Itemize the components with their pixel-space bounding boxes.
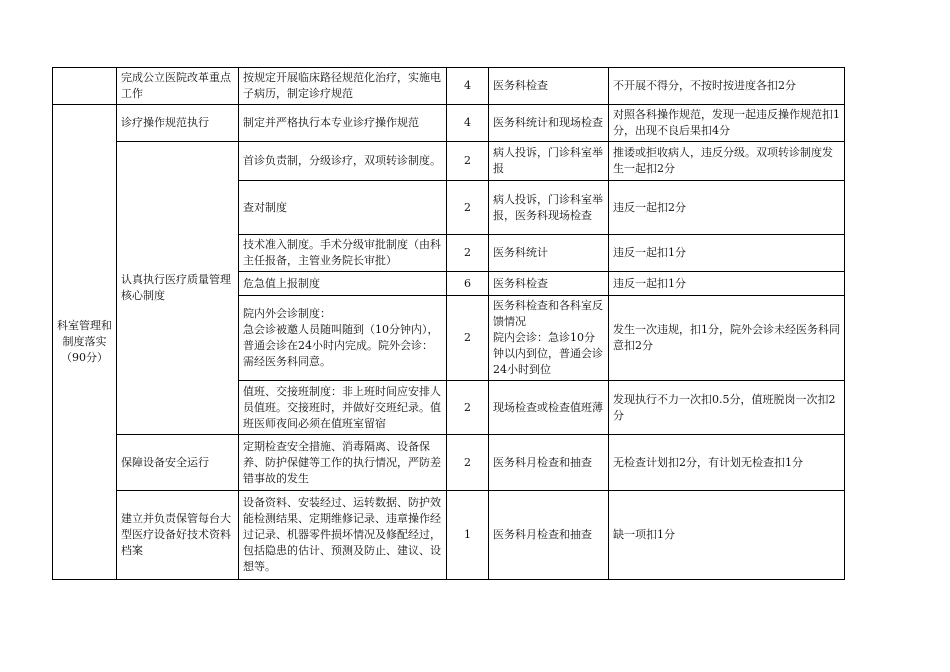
method-cell: 病人投诉，门诊科室举报，医务科现场检查 — [489, 181, 609, 235]
score-cell: 1 — [447, 491, 489, 580]
deduction-cell: 推诿或拒收病人，违反分级。双项转诊制度发生一起扣2分 — [609, 142, 845, 181]
score-cell: 2 — [447, 381, 489, 435]
standard-cell: 制定并严格执行本专业诊疗操作规范 — [239, 105, 447, 142]
method-cell: 医务科检查 — [489, 68, 609, 105]
standard-cell: 定期检查安全措施、消毒隔离、设备保养、防护保健等工作的执行情况，严防差错事故的发生 — [239, 435, 447, 491]
score-cell: 2 — [447, 435, 489, 491]
table-row — [53, 435, 845, 491]
item-cell: 诊疗操作规范执行 — [117, 105, 239, 142]
deduction-cell: 对照各科操作规范，发现一起违反操作规范扣1分，出现不良后果扣4分 — [609, 105, 845, 142]
item-cell: 完成公立医院改革重点工作 — [117, 68, 239, 105]
standard-cell: 查对制度 — [239, 181, 447, 235]
standard-cell: 技术准入制度。手术分级审批制度（由科主任报备，主管业务院长审批） — [239, 235, 447, 272]
category-cell-prev — [53, 68, 117, 105]
deduction-cell: 发现执行不力一次扣0.5分，值班脱岗一次扣2分 — [609, 381, 845, 435]
item-cell: 建立并负责保管每台大型医疗设备好技术资料档案 — [117, 491, 239, 580]
standard-cell: 设备资料、安装经过、运转数据、防护效能检测结果、定期维修记录、违章操作经过记录、机器零件损坏情况及修配经过，包括隐患的估计、预测及防止、建议、设想等。 — [239, 491, 447, 580]
deduction-cell: 违反一起扣1分 — [609, 235, 845, 272]
deduction-cell: 无检查计划扣2分，有计划无检查扣1分 — [609, 435, 845, 491]
table-row — [53, 68, 845, 105]
table-row — [53, 491, 845, 580]
method-cell: 病人投诉，门诊科室举报 — [489, 142, 609, 181]
assessment-table — [52, 67, 845, 580]
deduction-cell: 违反一起扣1分 — [609, 272, 845, 296]
standard-cell: 危急值上报制度 — [239, 272, 447, 296]
method-cell: 医务科月检查和抽查 — [489, 491, 609, 580]
method-cell: 现场检查或检查值班薄 — [489, 381, 609, 435]
standard-cell: 按规定开展临床路径规范化治疗，实施电子病历，制定诊疗规范 — [239, 68, 447, 105]
standard-cell: 院内外会诊制度： 急会诊被邀人员随叫随到（10分钟内），普通会诊在24小时内完成。院外会诊：需经医务科同意。 — [239, 296, 447, 381]
table-row — [53, 105, 845, 142]
standard-cell: 首诊负责制，分级诊疗，双项转诊制度。 — [239, 142, 447, 181]
score-cell: 2 — [447, 181, 489, 235]
item-cell: 保障设备安全运行 — [117, 435, 239, 491]
method-cell: 医务科月检查和抽查 — [489, 435, 609, 491]
table-row — [53, 142, 845, 181]
method-cell: 医务科统计和现场检查 — [489, 105, 609, 142]
method-cell: 医务科检查和各科室反馈情况 院内会诊：急诊10分钟以内到位，普通会诊24小时到位 — [489, 296, 609, 381]
score-cell: 2 — [447, 235, 489, 272]
method-cell: 医务科统计 — [489, 235, 609, 272]
deduction-cell: 缺一项扣1分 — [609, 491, 845, 580]
item-cell-core-system: 认真执行医疗质量管理核心制度 — [117, 142, 239, 435]
score-cell: 4 — [447, 68, 489, 105]
deduction-cell: 不开展不得分，不按时按进度各扣2分 — [609, 68, 845, 105]
method-cell: 医务科检查 — [489, 272, 609, 296]
deduction-cell: 发生一次违规，扣1分，院外会诊未经医务科同意扣2分 — [609, 296, 845, 381]
standard-cell: 值班、交接班制度：非上班时间应安排人员值班。交接班时，并做好交班纪录。值班医师夜间必须在值班室留宿 — [239, 381, 447, 435]
score-cell: 4 — [447, 105, 489, 142]
score-cell: 2 — [447, 296, 489, 381]
score-cell: 2 — [447, 142, 489, 181]
category-cell: 科室管理和制度落实（90分） — [53, 105, 117, 580]
deduction-cell: 违反一起扣2分 — [609, 181, 845, 235]
score-cell: 6 — [447, 272, 489, 296]
